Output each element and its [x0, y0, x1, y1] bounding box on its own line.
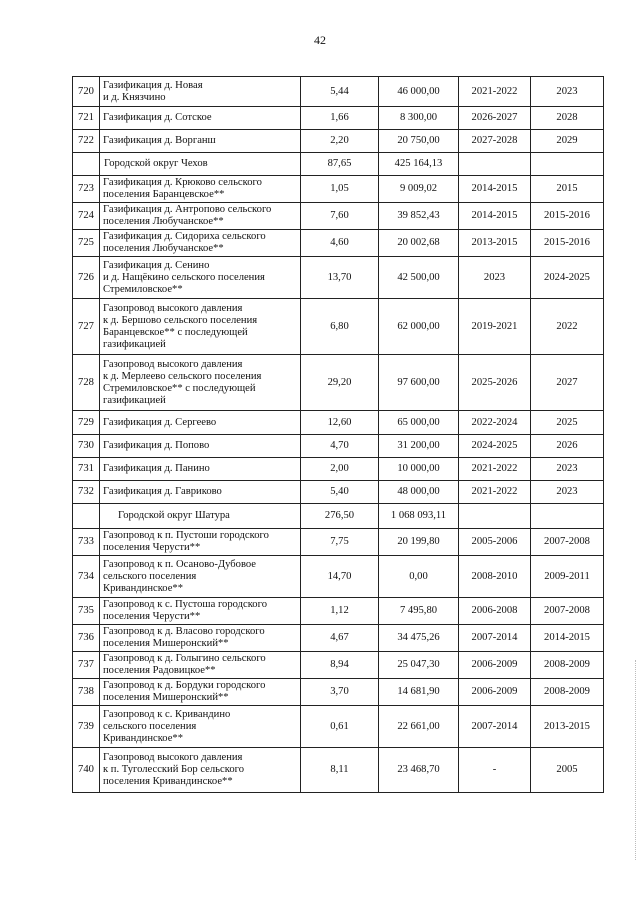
row-number-cell: 734: [73, 556, 100, 598]
object-name-cell: Газопровод к п. Осаново-Дубовое сельского поселения Кривандинское**: [100, 556, 301, 598]
table-row: [73, 176, 604, 203]
cost-value-cell: 23 468,70: [379, 748, 459, 793]
length-km-cell: 6,80: [301, 299, 379, 355]
cost-value-cell: 14 681,90: [379, 679, 459, 706]
design-period-cell: 2006-2008: [459, 598, 531, 625]
cost-value-cell: 0,00: [379, 556, 459, 598]
cost-value-cell: 65 000,00: [379, 411, 459, 435]
object-name-cell: Газификация д. Сидориха сельского поселения Любучанское**: [100, 230, 301, 257]
row-number-cell: 723: [73, 176, 100, 203]
build-period-cell: 2013-2015: [531, 706, 604, 748]
build-period-cell: 2026: [531, 435, 604, 458]
table-row: [73, 435, 604, 458]
build-period-cell: 2008-2009: [531, 652, 604, 679]
object-name-cell: Газификация д. Сотское: [100, 107, 301, 130]
table-row: [73, 529, 604, 556]
build-period-cell: 2027: [531, 355, 604, 411]
object-name-cell: Газификация д. Сергеево: [100, 411, 301, 435]
design-period-cell: 2007-2014: [459, 625, 531, 652]
build-period-cell: 2028: [531, 107, 604, 130]
design-period-cell: 2026-2027: [459, 107, 531, 130]
page-edge-mark: [635, 660, 637, 860]
build-period-cell: 2015-2016: [531, 230, 604, 257]
object-name-cell: Газификация д. Сенино и д. Нащёкино сельского поселения Стремиловское**: [100, 257, 301, 299]
length-km-cell: 4,67: [301, 625, 379, 652]
length-km-cell: 2,00: [301, 458, 379, 481]
table-row: [73, 203, 604, 230]
row-number-cell: 728: [73, 355, 100, 411]
row-number-cell: [73, 504, 100, 529]
build-period-cell: 2029: [531, 130, 604, 153]
object-name-cell: Городской округ Чехов: [100, 153, 301, 176]
build-period-cell: 2023: [531, 77, 604, 107]
row-number-cell: 724: [73, 203, 100, 230]
cost-value-cell: 425 164,13: [379, 153, 459, 176]
build-period-cell: 2007-2008: [531, 598, 604, 625]
design-period-cell: [459, 153, 531, 176]
cost-value-cell: 10 000,00: [379, 458, 459, 481]
row-number-cell: 727: [73, 299, 100, 355]
table-row: [73, 299, 604, 355]
object-name-cell: Газификация д. Попово: [100, 435, 301, 458]
design-period-cell: 2008-2010: [459, 556, 531, 598]
table-row: [73, 706, 604, 748]
build-period-cell: [531, 504, 604, 529]
cost-value-cell: 97 600,00: [379, 355, 459, 411]
cost-value-cell: 31 200,00: [379, 435, 459, 458]
gasification-table: [72, 76, 604, 793]
design-period-cell: 2013-2015: [459, 230, 531, 257]
table-row: [73, 458, 604, 481]
object-name-cell: Газопровод к д. Голыгино сельского поселения Радовицкое**: [100, 652, 301, 679]
row-number-cell: 740: [73, 748, 100, 793]
design-period-cell: 2027-2028: [459, 130, 531, 153]
row-number-cell: 725: [73, 230, 100, 257]
table-row: [73, 748, 604, 793]
cost-value-cell: 62 000,00: [379, 299, 459, 355]
table-row: [73, 652, 604, 679]
design-period-cell: [459, 504, 531, 529]
design-period-cell: 2021-2022: [459, 481, 531, 504]
length-km-cell: 0,61: [301, 706, 379, 748]
object-name-cell: Городской округ Шатура: [100, 504, 301, 529]
build-period-cell: 2023: [531, 481, 604, 504]
cost-value-cell: 22 661,00: [379, 706, 459, 748]
table-row: [73, 77, 604, 107]
row-number-cell: 721: [73, 107, 100, 130]
build-period-cell: 2025: [531, 411, 604, 435]
design-period-cell: -: [459, 748, 531, 793]
object-name-cell: Газопровод к п. Пустоши городского поселения Черусти**: [100, 529, 301, 556]
row-number-cell: 729: [73, 411, 100, 435]
length-km-cell: 29,20: [301, 355, 379, 411]
row-number-cell: [73, 153, 100, 176]
length-km-cell: 4,70: [301, 435, 379, 458]
cost-value-cell: 8 300,00: [379, 107, 459, 130]
row-number-cell: 720: [73, 77, 100, 107]
length-km-cell: 3,70: [301, 679, 379, 706]
row-number-cell: 737: [73, 652, 100, 679]
build-period-cell: 2005: [531, 748, 604, 793]
page-number: 42: [314, 33, 326, 47]
row-number-cell: 730: [73, 435, 100, 458]
table-row: [73, 411, 604, 435]
length-km-cell: 13,70: [301, 257, 379, 299]
length-km-cell: 14,70: [301, 556, 379, 598]
district-subtotal-row: [73, 153, 604, 176]
object-name-cell: Газопровод к д. Бордуки городского поселения Мишеронский**: [100, 679, 301, 706]
district-subtotal-row: [73, 504, 604, 529]
build-period-cell: 2007-2008: [531, 529, 604, 556]
build-period-cell: 2015-2016: [531, 203, 604, 230]
object-name-cell: Газификация д. Крюково сельского поселения Баранцевское**: [100, 176, 301, 203]
design-period-cell: 2023: [459, 257, 531, 299]
length-km-cell: 7,75: [301, 529, 379, 556]
design-period-cell: 2007-2014: [459, 706, 531, 748]
table-row: [73, 556, 604, 598]
length-km-cell: 87,65: [301, 153, 379, 176]
length-km-cell: 7,60: [301, 203, 379, 230]
table-row: [73, 625, 604, 652]
length-km-cell: 4,60: [301, 230, 379, 257]
length-km-cell: 2,20: [301, 130, 379, 153]
table-row: [73, 130, 604, 153]
table-row: [73, 107, 604, 130]
length-km-cell: 8,94: [301, 652, 379, 679]
build-period-cell: 2009-2011: [531, 556, 604, 598]
length-km-cell: 276,50: [301, 504, 379, 529]
cost-value-cell: 20 750,00: [379, 130, 459, 153]
cost-value-cell: 7 495,80: [379, 598, 459, 625]
length-km-cell: 1,66: [301, 107, 379, 130]
object-name-cell: Газопровод высокого давления к д. Бершово сельского поселения Баранцевское** с последующей газификацией: [100, 299, 301, 355]
length-km-cell: 12,60: [301, 411, 379, 435]
object-name-cell: Газопровод к с. Пустоша городского поселения Черусти**: [100, 598, 301, 625]
table-row: [73, 679, 604, 706]
cost-value-cell: 48 000,00: [379, 481, 459, 504]
object-name-cell: Газопровод к д. Власово городского поселения Мишеронский**: [100, 625, 301, 652]
length-km-cell: 5,40: [301, 481, 379, 504]
object-name-cell: Газопровод высокого давления к п. Туголесский Бор сельского поселения Кривандинское**: [100, 748, 301, 793]
row-number-cell: 735: [73, 598, 100, 625]
cost-value-cell: 39 852,43: [379, 203, 459, 230]
object-name-cell: Газификация д. Антропово сельского поселения Любучанское**: [100, 203, 301, 230]
cost-value-cell: 9 009,02: [379, 176, 459, 203]
row-number-cell: 726: [73, 257, 100, 299]
row-number-cell: 736: [73, 625, 100, 652]
row-number-cell: 733: [73, 529, 100, 556]
row-number-cell: 739: [73, 706, 100, 748]
object-name-cell: Газификация д. Ворганш: [100, 130, 301, 153]
design-period-cell: 2024-2025: [459, 435, 531, 458]
row-number-cell: 722: [73, 130, 100, 153]
length-km-cell: 5,44: [301, 77, 379, 107]
table-row: [73, 355, 604, 411]
build-period-cell: [531, 153, 604, 176]
design-period-cell: 2006-2009: [459, 679, 531, 706]
design-period-cell: 2022-2024: [459, 411, 531, 435]
design-period-cell: 2014-2015: [459, 203, 531, 230]
design-period-cell: 2014-2015: [459, 176, 531, 203]
object-name-cell: Газификация д. Новая и д. Князчино: [100, 77, 301, 107]
row-number-cell: 731: [73, 458, 100, 481]
design-period-cell: 2021-2022: [459, 458, 531, 481]
cost-value-cell: 20 002,68: [379, 230, 459, 257]
build-period-cell: 2015: [531, 176, 604, 203]
table-row: [73, 481, 604, 504]
build-period-cell: 2008-2009: [531, 679, 604, 706]
row-number-cell: 738: [73, 679, 100, 706]
cost-value-cell: 1 068 093,11: [379, 504, 459, 529]
object-name-cell: Газопровод высокого давления к д. Мерлеево сельского поселения Стремиловское** с последующей газификацией: [100, 355, 301, 411]
cost-value-cell: 34 475,26: [379, 625, 459, 652]
design-period-cell: 2021-2022: [459, 77, 531, 107]
row-number-cell: 732: [73, 481, 100, 504]
table-row: [73, 230, 604, 257]
build-period-cell: 2022: [531, 299, 604, 355]
build-period-cell: 2014-2015: [531, 625, 604, 652]
design-period-cell: 2005-2006: [459, 529, 531, 556]
table-row: [73, 598, 604, 625]
cost-value-cell: 25 047,30: [379, 652, 459, 679]
table-row: [73, 257, 604, 299]
cost-value-cell: 42 500,00: [379, 257, 459, 299]
object-name-cell: Газопровод к с. Кривандино сельского поселения Кривандинское**: [100, 706, 301, 748]
design-period-cell: 2025-2026: [459, 355, 531, 411]
cost-value-cell: 20 199,80: [379, 529, 459, 556]
build-period-cell: 2024-2025: [531, 257, 604, 299]
object-name-cell: Газификация д. Гавриково: [100, 481, 301, 504]
build-period-cell: 2023: [531, 458, 604, 481]
design-period-cell: 2019-2021: [459, 299, 531, 355]
length-km-cell: 8,11: [301, 748, 379, 793]
design-period-cell: 2006-2009: [459, 652, 531, 679]
object-name-cell: Газификация д. Панино: [100, 458, 301, 481]
length-km-cell: 1,12: [301, 598, 379, 625]
table-body: [73, 77, 604, 793]
cost-value-cell: 46 000,00: [379, 77, 459, 107]
length-km-cell: 1,05: [301, 176, 379, 203]
